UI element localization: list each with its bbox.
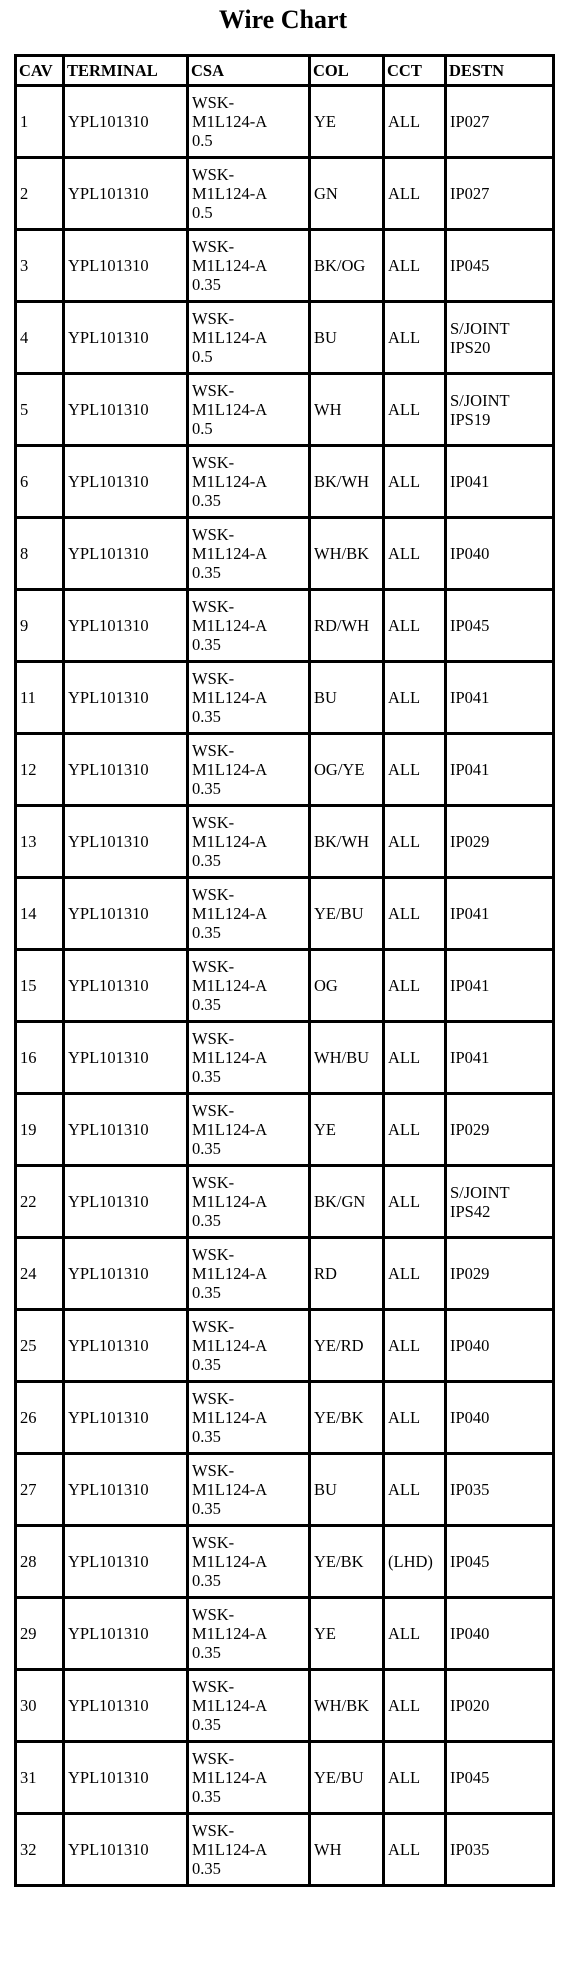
destn-line: IP029 <box>450 1264 490 1283</box>
csa-line: 0.35 <box>192 1427 221 1446</box>
table-row <box>16 446 554 518</box>
table-row <box>16 1598 554 1670</box>
destn-line: IP045 <box>450 616 490 635</box>
cav-cell: 15 <box>16 950 64 1022</box>
csa-line: 0.35 <box>192 1643 221 1662</box>
table-row <box>16 1526 554 1598</box>
destn-line: IP040 <box>450 544 490 563</box>
destn-line: IP027 <box>450 184 490 203</box>
csa-line: WSK- <box>192 453 235 472</box>
destn-line: IP020 <box>450 1696 490 1715</box>
table-row <box>16 302 554 374</box>
csa-line: WSK- <box>192 1029 235 1048</box>
csa-line: M1L124-A <box>192 1192 268 1211</box>
cav-cell: 30 <box>16 1670 64 1742</box>
csa-line: M1L124-A <box>192 1264 268 1283</box>
col-cell: WH/BK <box>310 1670 384 1742</box>
header-cav: CAV <box>16 56 64 86</box>
csa-cell <box>188 446 310 518</box>
cct-cell: ALL <box>384 1742 446 1814</box>
terminal-cell: YPL101310 <box>64 518 188 590</box>
cav-cell: 24 <box>16 1238 64 1310</box>
table-row <box>16 1814 554 1886</box>
col-cell: RD <box>310 1238 384 1310</box>
csa-cell <box>188 158 310 230</box>
csa-line: 0.35 <box>192 1499 221 1518</box>
csa-cell <box>188 1670 310 1742</box>
csa-line: 0.35 <box>192 1355 221 1374</box>
destn-line: IP040 <box>450 1336 490 1355</box>
destn-line: IP041 <box>450 688 490 707</box>
terminal-cell: YPL101310 <box>64 302 188 374</box>
destn-cell <box>446 158 554 230</box>
destn-cell <box>446 734 554 806</box>
col-cell: BK/WH <box>310 446 384 518</box>
wire-chart-table <box>14 54 555 1887</box>
terminal-cell: YPL101310 <box>64 950 188 1022</box>
destn-line: IP041 <box>450 1048 490 1067</box>
cct-cell: ALL <box>384 1382 446 1454</box>
csa-line: WSK- <box>192 1821 235 1840</box>
destn-line: IP041 <box>450 904 490 923</box>
destn-line: IPS19 <box>450 409 491 429</box>
csa-cell <box>188 1526 310 1598</box>
cct-cell: ALL <box>384 590 446 662</box>
terminal-cell: YPL101310 <box>64 1526 188 1598</box>
table-row <box>16 518 554 590</box>
header-col: COL <box>310 56 384 86</box>
csa-line: 0.35 <box>192 563 221 582</box>
csa-line: M1L124-A <box>192 904 268 923</box>
terminal-cell: YPL101310 <box>64 878 188 950</box>
col-cell: YE/RD <box>310 1310 384 1382</box>
csa-line: WSK- <box>192 1677 235 1696</box>
csa-line: WSK- <box>192 1605 235 1624</box>
table-row <box>16 878 554 950</box>
csa-line: 0.5 <box>192 419 213 438</box>
destn-cell <box>446 950 554 1022</box>
csa-line: WSK- <box>192 1749 235 1768</box>
cav-cell: 31 <box>16 1742 64 1814</box>
csa-line: 0.5 <box>192 347 213 366</box>
csa-line: WSK- <box>192 669 235 688</box>
destn-line: S/JOINT <box>450 1182 510 1202</box>
cct-cell: ALL <box>384 1094 446 1166</box>
cav-cell: 3 <box>16 230 64 302</box>
csa-line: M1L124-A <box>192 256 268 275</box>
csa-line: M1L124-A <box>192 1552 268 1571</box>
cct-cell: ALL <box>384 1166 446 1238</box>
destn-cell <box>446 518 554 590</box>
csa-line: M1L124-A <box>192 688 268 707</box>
cav-cell: 22 <box>16 1166 64 1238</box>
destn-line: IP041 <box>450 472 490 491</box>
csa-line: 0.35 <box>192 707 221 726</box>
destn-line: IP035 <box>450 1840 490 1859</box>
csa-line: 0.35 <box>192 1139 221 1158</box>
csa-line: WSK- <box>192 309 235 328</box>
terminal-cell: YPL101310 <box>64 1022 188 1094</box>
destn-cell <box>446 1454 554 1526</box>
cct-cell: ALL <box>384 230 446 302</box>
cct-cell: ALL <box>384 374 446 446</box>
csa-line: 0.35 <box>192 1715 221 1734</box>
terminal-cell: YPL101310 <box>64 590 188 662</box>
table-row <box>16 1670 554 1742</box>
csa-line: WSK- <box>192 1101 235 1120</box>
csa-cell <box>188 1454 310 1526</box>
csa-line: WSK- <box>192 1533 235 1552</box>
table-row <box>16 158 554 230</box>
destn-line: S/JOINT <box>450 318 510 338</box>
csa-cell <box>188 1166 310 1238</box>
cav-cell: 26 <box>16 1382 64 1454</box>
cct-cell: ALL <box>384 1814 446 1886</box>
destn-cell <box>446 1814 554 1886</box>
table-row <box>16 806 554 878</box>
cav-cell: 13 <box>16 806 64 878</box>
col-cell: WH/BU <box>310 1022 384 1094</box>
csa-line: M1L124-A <box>192 616 268 635</box>
csa-line: 0.35 <box>192 1787 221 1806</box>
csa-line: M1L124-A <box>192 1696 268 1715</box>
cav-cell: 12 <box>16 734 64 806</box>
csa-cell <box>188 86 310 158</box>
col-cell: BK/WH <box>310 806 384 878</box>
table-row <box>16 1382 554 1454</box>
csa-cell <box>188 518 310 590</box>
csa-line: M1L124-A <box>192 112 268 131</box>
table-row <box>16 1022 554 1094</box>
csa-line: WSK- <box>192 1173 235 1192</box>
destn-cell <box>446 1670 554 1742</box>
header-row <box>16 56 554 86</box>
cct-cell: ALL <box>384 518 446 590</box>
cav-cell: 2 <box>16 158 64 230</box>
csa-line: M1L124-A <box>192 1120 268 1139</box>
terminal-cell: YPL101310 <box>64 1454 188 1526</box>
destn-cell <box>446 86 554 158</box>
csa-line: M1L124-A <box>192 544 268 563</box>
csa-cell <box>188 734 310 806</box>
table-row <box>16 1742 554 1814</box>
table-row <box>16 1310 554 1382</box>
cav-cell: 9 <box>16 590 64 662</box>
csa-line: 0.35 <box>192 275 221 294</box>
csa-line: M1L124-A <box>192 1624 268 1643</box>
table-row <box>16 950 554 1022</box>
cct-cell: ALL <box>384 1670 446 1742</box>
csa-cell <box>188 1022 310 1094</box>
destn-line: S/JOINT <box>450 390 510 410</box>
cct-cell: ALL <box>384 878 446 950</box>
csa-line: WSK- <box>192 1461 235 1480</box>
cav-cell: 6 <box>16 446 64 518</box>
col-cell: OG <box>310 950 384 1022</box>
terminal-cell: YPL101310 <box>64 734 188 806</box>
csa-line: 0.35 <box>192 923 221 942</box>
destn-cell <box>446 590 554 662</box>
col-cell: RD/WH <box>310 590 384 662</box>
cct-cell: ALL <box>384 446 446 518</box>
csa-line: M1L124-A <box>192 1336 268 1355</box>
cct-cell: ALL <box>384 1598 446 1670</box>
cav-cell: 4 <box>16 302 64 374</box>
terminal-cell: YPL101310 <box>64 1598 188 1670</box>
cav-cell: 1 <box>16 86 64 158</box>
destn-line: IP035 <box>450 1480 490 1499</box>
csa-line: WSK- <box>192 885 235 904</box>
destn-cell <box>446 1166 554 1238</box>
destn-cell <box>446 374 554 446</box>
csa-line: M1L124-A <box>192 472 268 491</box>
csa-line: WSK- <box>192 1317 235 1336</box>
destn-line: IP029 <box>450 832 490 851</box>
csa-cell <box>188 1094 310 1166</box>
destn-line: IP045 <box>450 256 490 275</box>
cav-cell: 11 <box>16 662 64 734</box>
destn-line: IP027 <box>450 112 490 131</box>
csa-line: 0.5 <box>192 203 213 222</box>
destn-line: IPS20 <box>450 337 491 357</box>
col-cell: OG/YE <box>310 734 384 806</box>
csa-cell <box>188 1742 310 1814</box>
col-cell: YE <box>310 86 384 158</box>
col-cell: YE <box>310 1598 384 1670</box>
destn-line: IP040 <box>450 1624 490 1643</box>
destn-line: IP029 <box>450 1120 490 1139</box>
col-cell: WH/BK <box>310 518 384 590</box>
col-cell: YE/BK <box>310 1382 384 1454</box>
terminal-cell: YPL101310 <box>64 1742 188 1814</box>
terminal-cell: YPL101310 <box>64 1310 188 1382</box>
csa-line: WSK- <box>192 813 235 832</box>
destn-cell <box>446 1742 554 1814</box>
col-cell: BU <box>310 662 384 734</box>
destn-line: IPS42 <box>450 1201 491 1221</box>
cct-cell: (LHD) <box>384 1526 446 1598</box>
col-cell: YE/BU <box>310 878 384 950</box>
csa-line: WSK- <box>192 381 235 400</box>
csa-cell <box>188 1238 310 1310</box>
destn-cell <box>446 878 554 950</box>
csa-line: WSK- <box>192 1245 235 1264</box>
csa-line: M1L124-A <box>192 400 268 419</box>
destn-cell <box>446 446 554 518</box>
cav-cell: 14 <box>16 878 64 950</box>
cav-cell: 32 <box>16 1814 64 1886</box>
csa-cell <box>188 950 310 1022</box>
destn-cell <box>446 1526 554 1598</box>
destn-line: IP040 <box>450 1408 490 1427</box>
csa-cell <box>188 1310 310 1382</box>
terminal-cell: YPL101310 <box>64 1238 188 1310</box>
col-cell: WH <box>310 1814 384 1886</box>
terminal-cell: YPL101310 <box>64 446 188 518</box>
csa-line: WSK- <box>192 741 235 760</box>
table-row <box>16 1166 554 1238</box>
destn-cell <box>446 1022 554 1094</box>
csa-line: WSK- <box>192 93 235 112</box>
cct-cell: ALL <box>384 1310 446 1382</box>
cct-cell: ALL <box>384 1238 446 1310</box>
table-row <box>16 1454 554 1526</box>
csa-line: WSK- <box>192 165 235 184</box>
csa-line: M1L124-A <box>192 184 268 203</box>
csa-line: 0.5 <box>192 131 213 150</box>
csa-line: M1L124-A <box>192 328 268 347</box>
csa-line: 0.35 <box>192 995 221 1014</box>
csa-line: M1L124-A <box>192 1048 268 1067</box>
cav-cell: 19 <box>16 1094 64 1166</box>
destn-line: IP045 <box>450 1768 490 1787</box>
col-cell: BU <box>310 1454 384 1526</box>
destn-cell <box>446 1310 554 1382</box>
cct-cell: ALL <box>384 662 446 734</box>
cav-cell: 27 <box>16 1454 64 1526</box>
cct-cell: ALL <box>384 734 446 806</box>
csa-line: 0.35 <box>192 851 221 870</box>
csa-cell <box>188 662 310 734</box>
table-row <box>16 734 554 806</box>
csa-line: M1L124-A <box>192 832 268 851</box>
csa-line: 0.35 <box>192 635 221 654</box>
terminal-cell: YPL101310 <box>64 1166 188 1238</box>
cav-cell: 16 <box>16 1022 64 1094</box>
col-cell: WH <box>310 374 384 446</box>
page-title: Wire Chart <box>218 5 348 34</box>
destn-cell <box>446 1382 554 1454</box>
terminal-cell: YPL101310 <box>64 1670 188 1742</box>
col-cell: YE <box>310 1094 384 1166</box>
cav-cell: 8 <box>16 518 64 590</box>
csa-line: 0.35 <box>192 779 221 798</box>
csa-line: WSK- <box>192 957 235 976</box>
csa-line: 0.35 <box>192 1283 221 1302</box>
cav-cell: 28 <box>16 1526 64 1598</box>
csa-line: 0.35 <box>192 1571 221 1590</box>
csa-cell <box>188 806 310 878</box>
csa-cell <box>188 1814 310 1886</box>
csa-line: 0.35 <box>192 1067 221 1086</box>
header-cct: CCT <box>384 56 446 86</box>
csa-line: 0.35 <box>192 1211 221 1230</box>
terminal-cell: YPL101310 <box>64 86 188 158</box>
csa-line: M1L124-A <box>192 976 268 995</box>
destn-cell <box>446 1238 554 1310</box>
csa-cell <box>188 878 310 950</box>
cct-cell: ALL <box>384 806 446 878</box>
col-cell: YE/BK <box>310 1526 384 1598</box>
csa-line: 0.35 <box>192 1859 221 1878</box>
csa-cell <box>188 302 310 374</box>
destn-line: IP041 <box>450 760 490 779</box>
csa-line: M1L124-A <box>192 1480 268 1499</box>
table-row <box>16 1094 554 1166</box>
csa-cell <box>188 374 310 446</box>
csa-cell <box>188 230 310 302</box>
table-row <box>16 1238 554 1310</box>
terminal-cell: YPL101310 <box>64 1094 188 1166</box>
csa-line: M1L124-A <box>192 760 268 779</box>
destn-cell <box>446 662 554 734</box>
cct-cell: ALL <box>384 1454 446 1526</box>
table-row <box>16 230 554 302</box>
csa-cell <box>188 590 310 662</box>
cav-cell: 25 <box>16 1310 64 1382</box>
cav-cell: 5 <box>16 374 64 446</box>
csa-line: M1L124-A <box>192 1408 268 1427</box>
col-cell: BK/GN <box>310 1166 384 1238</box>
col-cell: BU <box>310 302 384 374</box>
csa-line: WSK- <box>192 237 235 256</box>
cct-cell: ALL <box>384 950 446 1022</box>
header-csa: CSA <box>188 56 310 86</box>
destn-cell <box>446 230 554 302</box>
col-cell: YE/BU <box>310 1742 384 1814</box>
col-cell: GN <box>310 158 384 230</box>
table-row <box>16 590 554 662</box>
table-body <box>16 86 554 1886</box>
csa-line: M1L124-A <box>192 1840 268 1859</box>
csa-cell <box>188 1382 310 1454</box>
destn-cell <box>446 302 554 374</box>
cct-cell: ALL <box>384 1022 446 1094</box>
csa-line: WSK- <box>192 525 235 544</box>
table-row <box>16 374 554 446</box>
csa-line: WSK- <box>192 1389 235 1408</box>
cav-cell: 29 <box>16 1598 64 1670</box>
cct-cell: ALL <box>384 86 446 158</box>
terminal-cell: YPL101310 <box>64 230 188 302</box>
terminal-cell: YPL101310 <box>64 374 188 446</box>
destn-line: IP041 <box>450 976 490 995</box>
csa-cell <box>188 1598 310 1670</box>
destn-cell <box>446 1094 554 1166</box>
terminal-cell: YPL101310 <box>64 1382 188 1454</box>
cct-cell: ALL <box>384 302 446 374</box>
table-row <box>16 86 554 158</box>
destn-line: IP045 <box>450 1552 490 1571</box>
terminal-cell: YPL101310 <box>64 1814 188 1886</box>
col-cell: BK/OG <box>310 230 384 302</box>
table-row <box>16 662 554 734</box>
terminal-cell: YPL101310 <box>64 158 188 230</box>
csa-line: M1L124-A <box>192 1768 268 1787</box>
destn-cell <box>446 806 554 878</box>
header-terminal: TERMINAL <box>64 56 188 86</box>
terminal-cell: YPL101310 <box>64 662 188 734</box>
header-destn: DESTN <box>446 56 554 86</box>
terminal-cell: YPL101310 <box>64 806 188 878</box>
csa-line: WSK- <box>192 597 235 616</box>
csa-line: 0.35 <box>192 491 221 510</box>
destn-cell <box>446 1598 554 1670</box>
cct-cell: ALL <box>384 158 446 230</box>
